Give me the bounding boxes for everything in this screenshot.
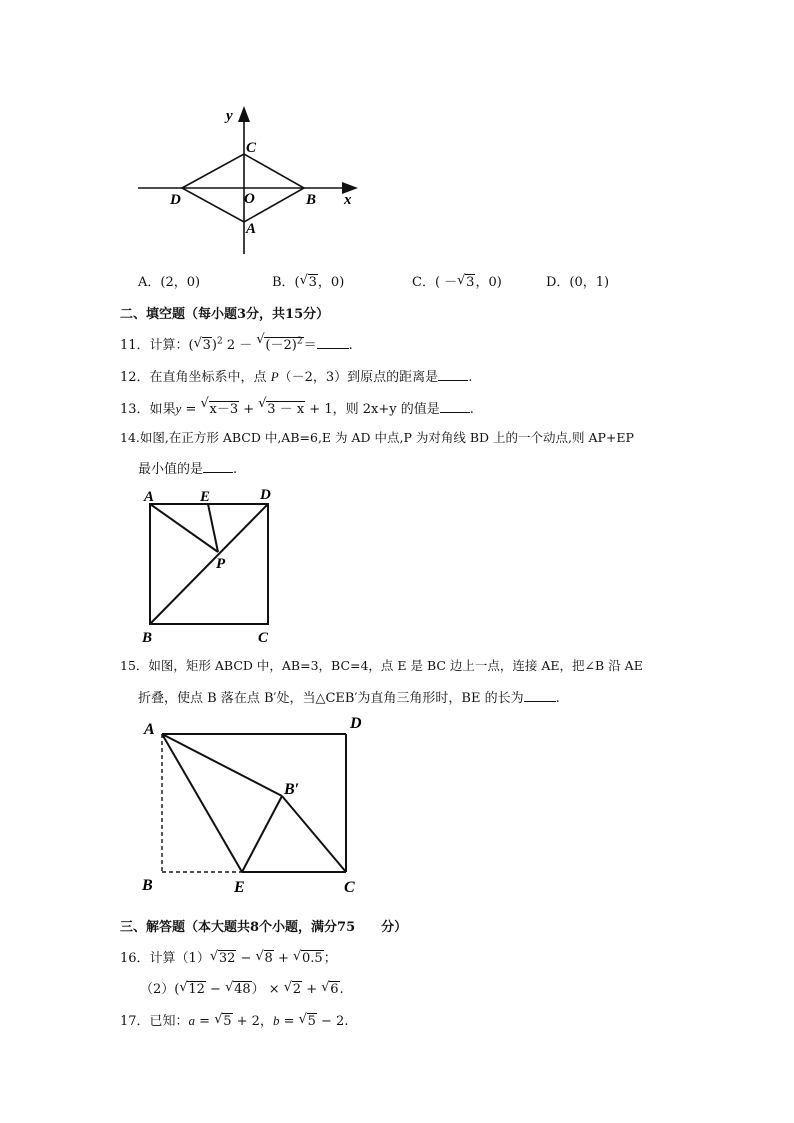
label-a: A (246, 221, 257, 237)
sqrt: √ 2 (283, 980, 302, 997)
answer-blank[interactable] (524, 689, 556, 702)
label-b-prime: B′ (284, 781, 300, 798)
question-14-line1: 14.如图,在正方形 ABCD 中,AB=6,E 为 AD 中点,P 为对角线 BD 上的一个动点,则 AP+EP (120, 430, 634, 445)
figure-rhombus-axes (130, 100, 370, 260)
sqrt: √ 48 (225, 980, 251, 997)
question-12: 12．在直角坐标系中，点 P（－2，3）到原点的距离是 . (120, 369, 473, 385)
label-e: E (234, 879, 245, 896)
label-c: C (344, 879, 355, 896)
y-axis-arrow-icon (238, 106, 250, 122)
sqrt: √ 5 (298, 1012, 316, 1029)
question-16-part2: （2）( √ 12 − √ 48） × √ 2 + √ 6. (140, 980, 344, 997)
sqrt: √ 32 (209, 949, 236, 966)
question-16-part1: 16．计算（1） √ 32 − √ 8 + √ 0.5； (120, 949, 337, 966)
section-heading-fill-in: 二、填空题（每小题3分，共15分） (120, 307, 330, 322)
segment-b1e (242, 796, 282, 872)
choice-b: B．( √ 3，0) (272, 273, 345, 290)
sqrt: √ 3 (193, 336, 211, 353)
label-c: C (246, 140, 257, 156)
question-14-line2: 最小值的是 . (138, 462, 238, 477)
question-17: 17．已知：a = √ 5 + 2，b = √ 5 − 2. (120, 1012, 349, 1029)
label-x: x (344, 192, 352, 208)
sqrt: √ 8 (255, 949, 273, 966)
answer-blank[interactable] (440, 400, 470, 413)
label-d: D (260, 487, 271, 503)
label-d: D (350, 715, 362, 732)
segment-b1c (282, 796, 346, 872)
sqrt: √ 3 － x (258, 396, 305, 417)
label-e: E (200, 489, 211, 505)
label-o: O (244, 191, 255, 207)
question-15-line2: 折叠，使点 B 落在点 B′处，当△CEB′为直角三角形时，BE 的长为 . (138, 691, 560, 706)
question-11: 11．计算：( √ 3)$^2$ 2 － √ $(-2)^2=$ . (120, 332, 353, 353)
figure-rectangle-fold (136, 708, 376, 898)
answer-blank[interactable] (317, 336, 349, 349)
sqrt: √ 3 (457, 273, 475, 290)
sqrt: √ 12 (179, 980, 205, 997)
label-b: B (142, 630, 153, 646)
sqrt: √ 0.5 (293, 949, 323, 966)
sqrt: √ 6 (321, 980, 339, 997)
label-p: P (216, 556, 226, 572)
section-heading-solutions: 三、解答题（本大题共8个小题，满分75 分） (120, 920, 408, 935)
diagonal-bd (150, 504, 268, 624)
segment-ap (150, 504, 218, 552)
figure-square-abcd (136, 484, 286, 646)
choice-d: D．(0，1) (546, 275, 610, 290)
label-a: A (144, 489, 155, 505)
sqrt: √ 5 (214, 1012, 232, 1029)
label-d: D (170, 192, 181, 208)
sqrt: √ x－3 (200, 396, 239, 417)
answer-blank[interactable] (438, 368, 468, 381)
sqrt: √ 3 (299, 273, 317, 290)
label-a: A (144, 721, 155, 738)
label-b: B (306, 192, 317, 208)
question-15-line1: 15．如图，矩形 ABCD 中，AB=3，BC=4，点 E 是 BC 边上一点，连接 AE，把∠B 沿 AE (120, 658, 643, 673)
choice-a: A．(2，0) (138, 275, 201, 290)
answer-blank[interactable] (203, 460, 233, 473)
label-y: y (226, 108, 233, 124)
label-c: C (258, 630, 269, 646)
sqrt: √ $(-2)^2$ (256, 332, 303, 353)
question-13: 13．如果y = √ x－3 + √ 3 － x + 1，则 2x+y 的值是 . (120, 396, 474, 417)
choice-c: C．( － √ 3，0) (412, 273, 502, 290)
label-b: B (142, 877, 153, 894)
